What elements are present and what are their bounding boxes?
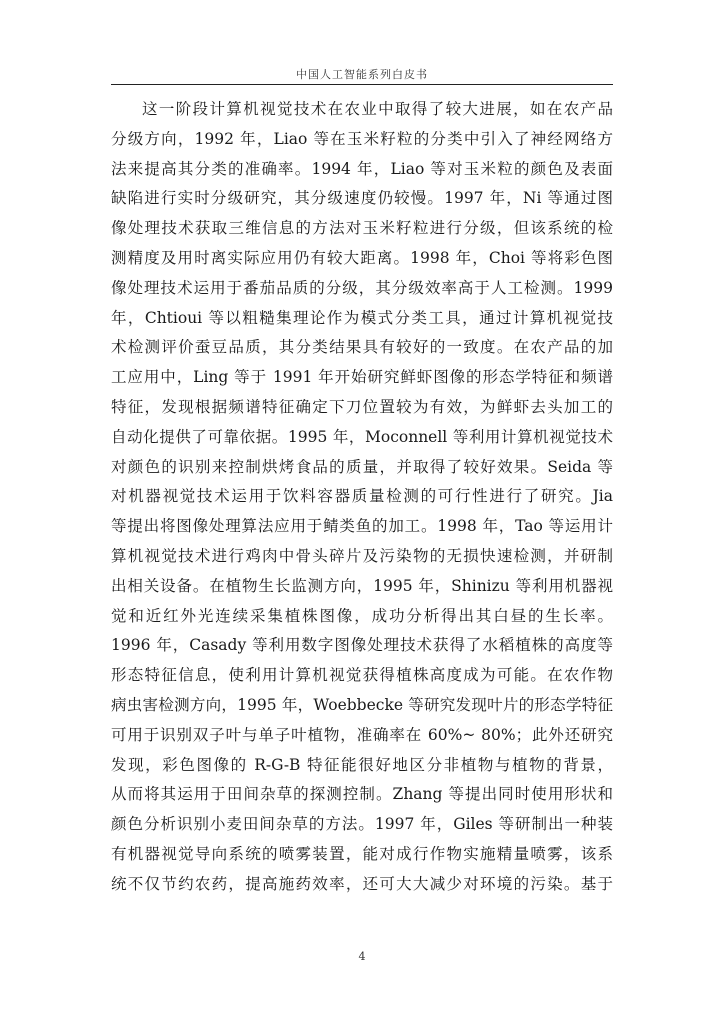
text-line: 可用于识别双子叶与单子叶植物，准确率在 60%~ 80%；此外还研究 [111, 725, 613, 744]
header-divider [111, 84, 613, 85]
text-line: 分级方向，1992 年，Liao 等在玉米籽粒的分类中引入了神经网络方 [111, 129, 613, 148]
text-line: 发现，彩色图像的 R-G-B 特征能很好地区分非植物与植物的背景， [111, 755, 613, 774]
text-line: 1996 年，Casady 等利用数字图像处理技术获得了水稻植株的高度等 [111, 636, 613, 655]
page-header: 中国人工智能系列白皮书 [296, 68, 428, 81]
text-line: 对颜色的识别来控制烘烤食品的质量，并取得了较好效果。Seida 等 [111, 457, 613, 476]
text-line: 病虫害检测方向，1995 年，Woebbecke 等研究发现叶片的形态学特征 [111, 695, 613, 714]
text-line: 工应用中，Ling 等于 1991 年开始研究鲜虾图像的形态学特征和频谱 [111, 368, 613, 387]
text-line: 觉和近红外光连续采集植株图像，成功分析得出其白昼的生长率。 [111, 606, 613, 625]
page-number: 4 [358, 950, 366, 963]
body-paragraph [111, 95, 613, 900]
text-line: 算机视觉技术进行鸡肉中骨头碎片及污染物的无损快速检测，并研制 [111, 546, 613, 565]
text-line: 统不仅节约农药，提高施药效率，还可大大减少对环境的污染。基于 [111, 874, 613, 893]
text-line: 法来提高其分类的准确率。1994 年，Liao 等对玉米粒的颜色及表面 [111, 159, 613, 178]
text-line: 对机器视觉技术运用于饮料容器质量检测的可行性进行了研究。Jia [111, 487, 613, 506]
text-line: 自动化提供了可靠依据。1995 年，Moconnell 等利用计算机视觉技术 [111, 427, 613, 446]
text-line: 像处理技术运用于番茄品质的分级，其分级效率高于人工检测。1999 [111, 278, 613, 297]
text-line: 有机器视觉导向系统的喷雾装置，能对成行作物实施精量喷雾，该系 [111, 844, 613, 863]
text-line: 出相关设备。在植物生长监测方向，1995 年，Shinizu 等利用机器视 [111, 576, 613, 595]
text-line: 年，Chtioui 等以粗糙集理论作为模式分类工具，通过计算机视觉技 [111, 308, 613, 327]
text-line: 等提出将图像处理算法应用于鲭类鱼的加工。1998 年，Tao 等运用计 [111, 517, 613, 536]
text-line: 缺陷进行实时分级研究，其分级速度仍较慢。1997 年，Ni 等通过图 [111, 189, 613, 208]
text-line: 颜色分析识别小麦田间杂草的方法。1997 年，Giles 等研制出一种装 [111, 815, 613, 834]
text-line: 特征，发现根据频谱特征确定下刀位置较为有效，为鲜虾去头加工的 [111, 397, 613, 416]
text-line: 从而将其运用于田间杂草的探测控制。Zhang 等提出同时使用形状和 [111, 785, 613, 804]
text-line: 术检测评价蚕豆品质，其分类结果具有较好的一致度。在农产品的加 [111, 338, 613, 357]
text-line: 这一阶段计算机视觉技术在农业中取得了较大进展，如在农产品 [142, 100, 613, 118]
text-line: 形态特征信息，使利用计算机视觉获得植株高度成为可能。在农作物 [111, 666, 613, 685]
text-line: 像处理技术获取三维信息的方法对玉米籽粒进行分级，但该系统的检 [111, 219, 613, 238]
text-line: 测精度及用时离实际应用仍有较大距离。1998 年，Choi 等将彩色图 [111, 248, 613, 267]
